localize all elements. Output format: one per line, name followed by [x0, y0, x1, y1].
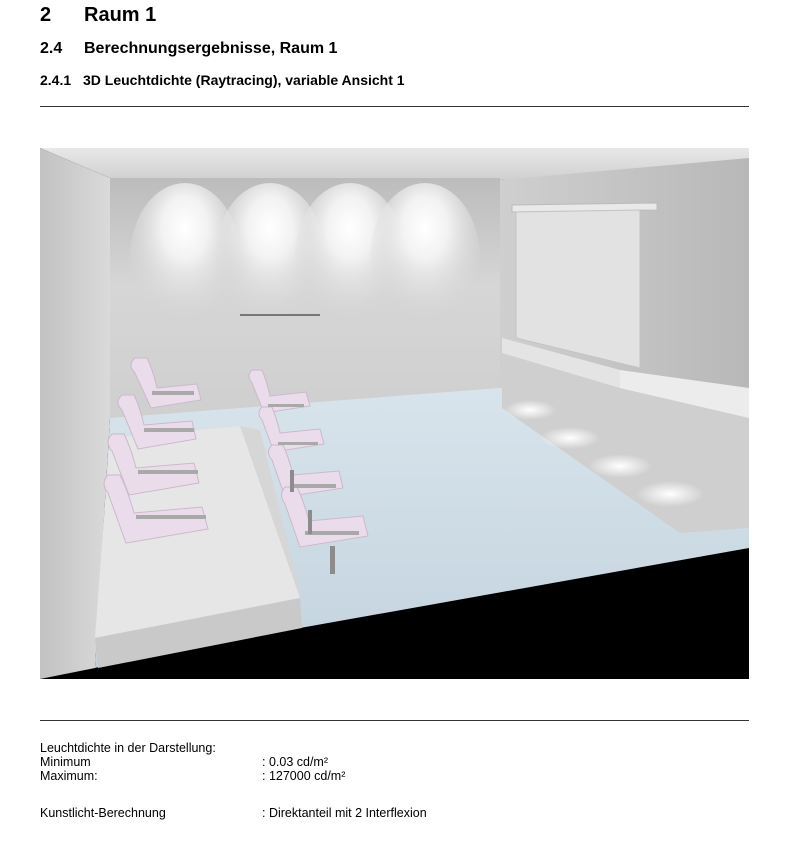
minimum-row — [40, 755, 328, 769]
calculation-row — [40, 806, 427, 820]
section-heading-1 — [40, 4, 156, 27]
section-title: Raum 1 — [84, 4, 157, 26]
luminance-caption: Leuchtdichte in der Darstellung: — [40, 741, 216, 755]
section-heading-3 — [40, 72, 405, 88]
calculation-label: Kunstlicht-Berechnung — [40, 806, 166, 820]
minimum-label: Minimum — [40, 755, 91, 769]
section-number: 2 — [40, 4, 52, 26]
subsection-number: 2.4 — [40, 40, 63, 57]
calculation-value: : Direktanteil mit 2 Interflexion — [262, 806, 427, 820]
subsection-title: Berechnungsergebnisse, Raum 1 — [84, 40, 338, 57]
maximum-row — [40, 769, 346, 783]
section-heading-2 — [40, 40, 337, 58]
maximum-label: Maximum: — [40, 769, 98, 783]
top-divider — [40, 106, 749, 107]
raytracing-render-image — [40, 148, 749, 679]
maximum-value: : 127000 cd/m² — [262, 769, 346, 783]
subsubsection-title: 3D Leuchtdichte (Raytracing), variable Ansicht 1 — [83, 72, 405, 88]
bottom-divider — [40, 720, 749, 721]
luminance-caption-row — [40, 741, 216, 755]
subsubsection-number: 2.4.1 — [40, 72, 72, 88]
minimum-value: : 0.03 cd/m² — [262, 755, 328, 769]
